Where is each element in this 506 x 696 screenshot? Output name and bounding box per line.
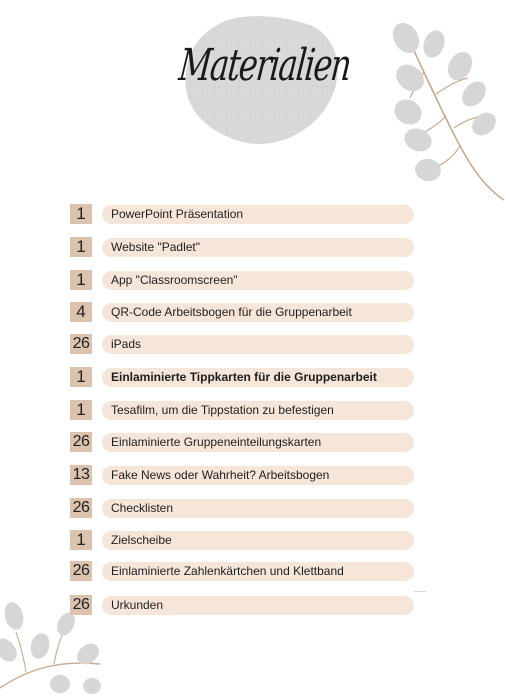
item-label: Website "Padlet" [102, 238, 414, 257]
quantity-badge: 26 [70, 595, 92, 615]
item-label: QR-Code Arbeitsbogen für die Gruppenarbeit [102, 303, 414, 322]
quantity-badge: 1 [70, 204, 92, 224]
list-item [70, 465, 416, 485]
list-item [70, 367, 416, 387]
list-item [70, 237, 416, 257]
item-label: Tesafilm, um die Tippstation zu befestigen [102, 401, 414, 420]
list-item [70, 530, 416, 550]
divider [414, 591, 426, 592]
quantity-badge: 26 [70, 432, 92, 452]
item-label: PowerPoint Präsentation [102, 205, 414, 224]
list-item [70, 432, 416, 452]
item-label: App "Classroomscreen" [102, 271, 414, 290]
list-item [70, 270, 416, 290]
quantity-badge: 1 [70, 400, 92, 420]
quantity-badge: 13 [70, 465, 92, 485]
item-label: iPads [102, 335, 414, 354]
quantity-badge: 26 [70, 334, 92, 354]
list-item [70, 204, 416, 224]
item-label: Zielscheibe [102, 531, 414, 550]
list-item [70, 595, 416, 615]
list-item [70, 561, 416, 581]
leaf-branch-icon [388, 20, 506, 206]
page-title: Materialien [176, 40, 353, 91]
item-label: Einlaminierte Gruppeneinteilungskarten [102, 433, 414, 452]
quantity-badge: 1 [70, 270, 92, 290]
item-label: Fake News oder Wahrheit? Arbeitsbogen [102, 466, 414, 485]
quantity-badge: 1 [70, 530, 92, 550]
item-label: Checklisten [102, 499, 414, 518]
quantity-badge: 26 [70, 561, 92, 581]
list-item [70, 400, 416, 420]
quantity-badge: 4 [70, 302, 92, 322]
quantity-badge: 26 [70, 498, 92, 518]
item-label: Einlaminierte Zahlenkärtchen und Klettband [102, 562, 414, 581]
quantity-badge: 1 [70, 367, 92, 387]
list-item [70, 302, 416, 322]
quantity-badge: 1 [70, 237, 92, 257]
list-item [70, 498, 416, 518]
list-item [70, 334, 416, 354]
item-label: Urkunden [102, 596, 414, 615]
item-label: Einlaminierte Tippkarten für die Gruppenarbeit [102, 368, 414, 387]
